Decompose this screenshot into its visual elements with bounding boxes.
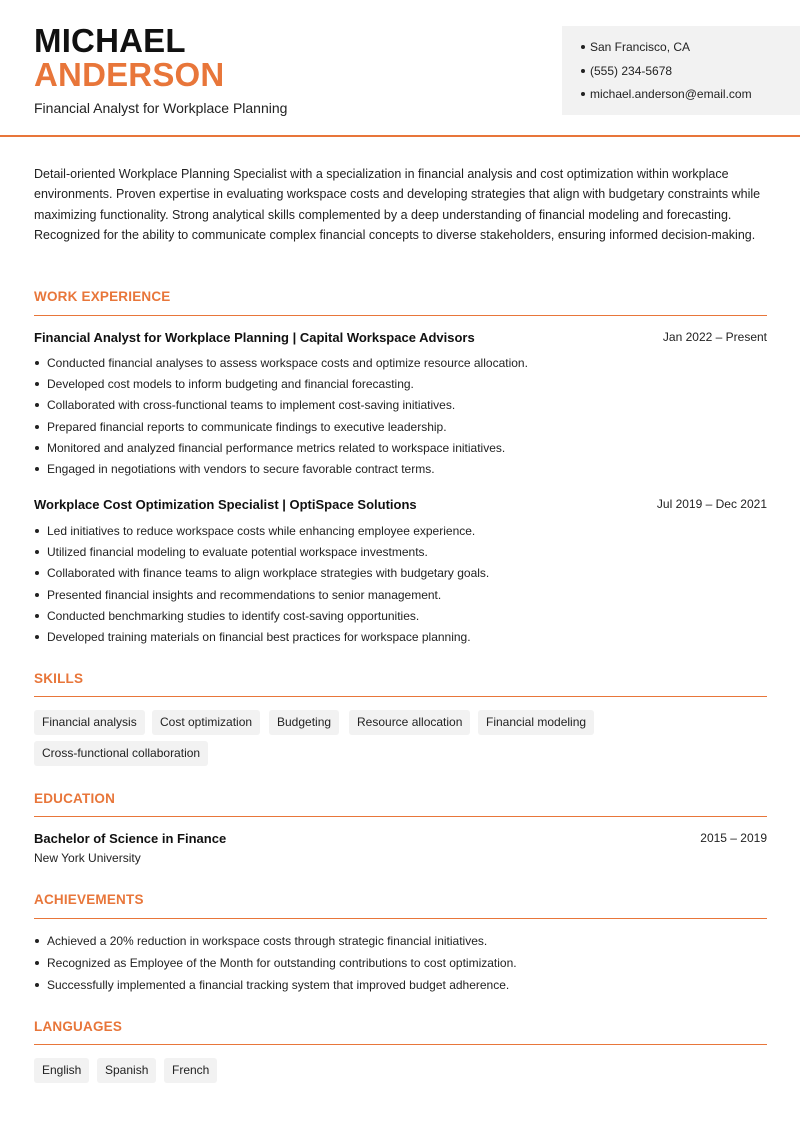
list-item: Monitored and analyzed financial performance metrics related to workspace initiatives. bbox=[34, 440, 767, 461]
contact-phone: (555) 234-5678 bbox=[562, 63, 800, 87]
section-divider bbox=[34, 816, 767, 817]
education-dates: 2015 – 2019 bbox=[700, 831, 767, 845]
section-title-skills: SKILLS bbox=[34, 671, 84, 686]
list-item: Conducted benchmarking studies to identify cost-saving opportunities. bbox=[34, 608, 767, 629]
list-item: Prepared financial reports to communicate findings to executive leadership. bbox=[34, 419, 767, 440]
list-item: Recognized as Employee of the Month for outstanding contributions to cost optimization. bbox=[34, 955, 767, 977]
job-role: Financial Analyst for Workplace Planning | Capital Workspace Advisors bbox=[34, 330, 475, 345]
job-title: Financial Analyst for Workplace Planning bbox=[34, 100, 288, 116]
job-header bbox=[34, 497, 767, 515]
contact-email[interactable]: michael.anderson@email.com bbox=[562, 86, 800, 110]
section-divider bbox=[34, 918, 767, 919]
achievements-list bbox=[34, 933, 767, 999]
job-bullet-list bbox=[34, 355, 767, 482]
skill-tag: Financial modeling bbox=[478, 710, 594, 735]
list-item: Conducted financial analyses to assess workspace costs and optimize resource allocation. bbox=[34, 355, 767, 376]
education-header bbox=[34, 831, 767, 849]
section-divider bbox=[34, 315, 767, 316]
skill-tag: Cost optimization bbox=[152, 710, 260, 735]
job-header bbox=[34, 330, 767, 348]
job-role: Workplace Cost Optimization Specialist | OptiSpace Solutions bbox=[34, 497, 417, 512]
degree: Bachelor of Science in Finance bbox=[34, 831, 227, 846]
skill-tag: Budgeting bbox=[269, 710, 339, 735]
section-title-work: WORK EXPERIENCE bbox=[34, 289, 171, 304]
list-item: Engaged in negotiations with vendors to secure favorable contract terms. bbox=[34, 461, 767, 482]
list-item: Achieved a 20% reduction in workspace costs through strategic financial initiatives. bbox=[34, 933, 767, 955]
contact-box bbox=[562, 26, 800, 115]
job-dates: Jul 2019 – Dec 2021 bbox=[656, 497, 767, 511]
last-name: ANDERSON bbox=[34, 56, 225, 93]
resume-header bbox=[0, 0, 800, 137]
list-item: Presented financial insights and recommendations to senior management. bbox=[34, 587, 767, 608]
list-item: Successfully implemented a financial tracking system that improved budget adherence. bbox=[34, 977, 767, 999]
job-dates: Jan 2022 – Present bbox=[662, 330, 767, 344]
list-item: Collaborated with finance teams to align workplace strategies with budgetary goals. bbox=[34, 565, 767, 586]
language-tag: Spanish bbox=[97, 1058, 156, 1083]
section-title-languages: LANGUAGES bbox=[34, 1019, 123, 1034]
list-item: Developed training materials on financial best practices for workspace planning. bbox=[34, 629, 767, 650]
skill-tag: Cross-functional collaboration bbox=[34, 741, 208, 766]
contact-location: San Francisco, CA bbox=[562, 39, 800, 63]
school-name: New York University bbox=[34, 851, 141, 865]
skill-tag: Financial analysis bbox=[34, 710, 145, 735]
language-tag: French bbox=[164, 1058, 217, 1083]
professional-summary: Detail-oriented Workplace Planning Specialist with a specialization in financial analysis and cost optimization within workplace environments. Proven expertise in evaluating workspace costs and developing strategies that align with budgetary constraints while maximizing functionality. Strong analytical skills complemented by a deep understanding of financial modeling and forecasting. Recognized for the ability to communicate complex financial concepts to diverse stakeholders, ensuring informed decision-making. bbox=[34, 167, 761, 243]
list-item: Led initiatives to reduce workspace costs while enhancing employee experience. bbox=[34, 523, 767, 544]
list-item: Developed cost models to inform budgeting and financial forecasting. bbox=[34, 376, 767, 397]
list-item: Collaborated with cross-functional teams to implement cost-saving initiatives. bbox=[34, 397, 767, 418]
list-item: Utilized financial modeling to evaluate potential workspace investments. bbox=[34, 544, 767, 565]
language-tag: English bbox=[34, 1058, 89, 1083]
first-name: MICHAEL bbox=[34, 22, 186, 59]
section-divider bbox=[34, 696, 767, 697]
section-title-achievements: ACHIEVEMENTS bbox=[34, 892, 144, 907]
section-title-education: EDUCATION bbox=[34, 791, 116, 806]
section-divider bbox=[34, 1044, 767, 1045]
job-bullet-list bbox=[34, 523, 767, 650]
skill-tag: Resource allocation bbox=[349, 710, 470, 735]
